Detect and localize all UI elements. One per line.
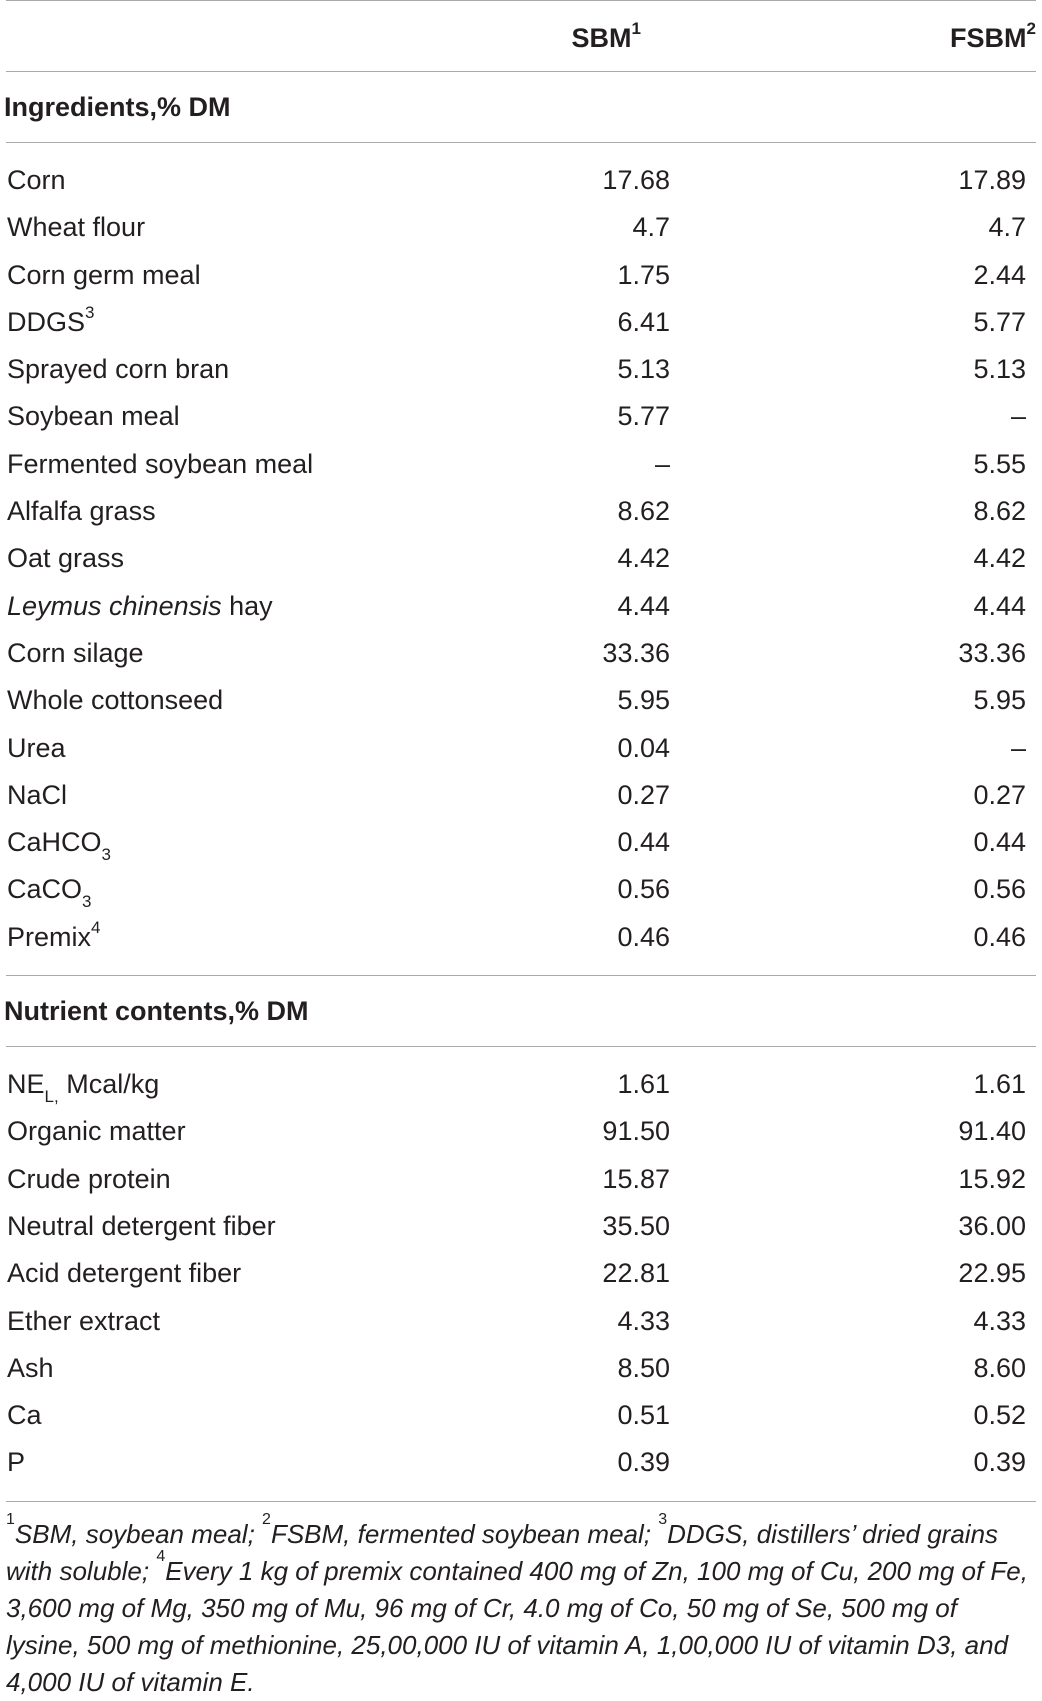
row-label: [7, 733, 66, 764]
row-value-sbm: 0.04: [617, 732, 670, 763]
row-value-sbm: 17.68: [602, 165, 670, 195]
row-label: [7, 401, 180, 432]
row-label: [7, 1306, 160, 1337]
row-value-sbm: 91.50: [602, 1116, 670, 1147]
row-label: [7, 496, 156, 527]
row-value-sbm: 0.39: [617, 1447, 670, 1478]
row-label-superscript: 3: [85, 302, 95, 322]
row-value-sbm: 0.51: [617, 1400, 670, 1431]
row-label: [7, 1116, 186, 1147]
table-row: [0, 536, 1036, 583]
row-value-sbm: 22.81: [602, 1258, 670, 1289]
row-label-text: Soybean meal: [7, 401, 180, 432]
table-row: [0, 1109, 1036, 1156]
row-value-fsbm: 91.40: [958, 1116, 1026, 1147]
row-label: [7, 1069, 160, 1107]
row-value-sbm: 15.87: [602, 1163, 670, 1194]
table-row: [0, 773, 1036, 820]
row-value-fsbm: 33.36: [958, 637, 1026, 668]
row-label-text: Wheat flour: [7, 212, 146, 243]
row-label-superscript: 4: [91, 917, 101, 937]
row-label-text: Ether extract: [7, 1305, 161, 1336]
row-label-subscript: L,: [44, 1087, 59, 1107]
row-value-fsbm: 0.27: [973, 779, 1026, 810]
row-label: [7, 302, 95, 338]
row-value-sbm: 1.75: [617, 259, 670, 290]
table-row: [0, 1062, 1036, 1109]
row-label-italic: Leymus chinensis: [7, 590, 222, 621]
row-label: [7, 917, 101, 953]
table-row: [0, 867, 1036, 914]
row-value-sbm: 0.56: [617, 874, 670, 905]
table-row: [0, 1251, 1036, 1298]
row-value-sbm: 8.50: [617, 1352, 670, 1383]
row-value-fsbm: 36.00: [958, 1210, 1026, 1241]
row-label: [7, 260, 201, 291]
row-label: [7, 685, 223, 716]
row-value-fsbm: 5.95: [973, 685, 1026, 716]
row-label-text: hay: [221, 590, 273, 621]
column-header-row: [0, 1, 1036, 71]
row-label-text: Whole cottonseed: [7, 685, 224, 716]
row-label-text: DDGS: [7, 306, 86, 337]
table-row: [0, 300, 1036, 347]
row-label-text: Sprayed corn bran: [7, 354, 230, 385]
row-value-fsbm: 4.42: [973, 543, 1026, 574]
row-value-fsbm: 0.46: [973, 921, 1026, 952]
column-header-fsbm: FSBM$^2$: [950, 19, 1036, 53]
row-value-sbm: 35.50: [602, 1210, 670, 1241]
row-value-sbm: 5.13: [617, 354, 670, 385]
table-row: [0, 1299, 1036, 1346]
row-label-text: Ca: [7, 1400, 42, 1431]
table-row: [0, 253, 1036, 300]
row-label: [7, 354, 229, 385]
nutrients-rows: [0, 1047, 1036, 1501]
row-value-fsbm: 5.77: [973, 306, 1026, 337]
row-value-fsbm: –: [1010, 401, 1026, 432]
row-value-sbm: 4.42: [617, 543, 670, 574]
table-footnote: $^1$SBM, soybean meal; $^2$FSBM, fermented soybean meal; $^3$DDGS, distillers’ dried grains with soluble; $^4$Every 1 kg of premix contained 400 mg of Zn, 100 mg of Cu, 200 mg of Fe, 3,600 mg of Mg, 350 mg of Mu, 96 mg of Cr, 4.0 mg of Co, 50 mg of Se, 500 mg of lysine, 500 mg of methionine, 25,00,000 IU of vitamin A, 1,00,000 IU of vitamin D3, and 4,000 IU of vitamin E.: [6, 1510, 1028, 1697]
row-label-text: Premix: [7, 921, 92, 952]
row-label-text: NaCl: [7, 779, 68, 810]
row-value-sbm: 4.44: [617, 590, 670, 621]
row-value-fsbm: 22.95: [958, 1258, 1026, 1289]
row-label: [7, 780, 67, 811]
row-value-fsbm: 1.61: [973, 1069, 1026, 1100]
row-label: [7, 1258, 241, 1289]
row-label: [7, 1164, 171, 1195]
row-label-text: Urea: [7, 732, 66, 763]
table-row: [0, 584, 1036, 631]
row-label-text: Corn silage: [7, 637, 144, 668]
table-row: [0, 394, 1036, 441]
row-value-sbm: 1.61: [617, 1069, 670, 1100]
row-label-text: Organic matter: [7, 1116, 186, 1147]
row-value-fsbm: 5.55: [973, 448, 1026, 479]
row-label: [7, 874, 92, 912]
section-ingredients: [0, 72, 1036, 142]
row-value-fsbm: 0.44: [973, 827, 1026, 858]
row-label: [7, 212, 145, 243]
row-value-sbm: 33.36: [602, 637, 670, 668]
row-label-suffix: Mcal/kg: [58, 1069, 160, 1100]
row-label: [7, 543, 124, 574]
row-label: [7, 638, 144, 669]
row-label-text: Fermented soybean meal: [7, 448, 314, 479]
row-label: [7, 449, 313, 480]
row-value-fsbm: 5.13: [973, 354, 1026, 385]
table-row: [0, 678, 1036, 725]
row-label-text: CaCO: [7, 874, 83, 905]
table-row: [0, 1157, 1036, 1204]
table-row: [0, 442, 1036, 489]
row-label-subscript: 3: [101, 845, 111, 865]
row-label-text: Neutral detergent fiber: [7, 1210, 276, 1241]
row-value-sbm: 0.27: [617, 779, 670, 810]
table-row: [0, 489, 1036, 536]
row-value-sbm: 6.41: [617, 306, 670, 337]
row-label: [7, 591, 273, 622]
row-label-text: Corn germ meal: [7, 259, 201, 290]
row-label-text: Acid detergent fiber: [7, 1258, 242, 1289]
row-value-sbm: 8.62: [617, 496, 670, 527]
row-value-fsbm: 2.44: [973, 259, 1026, 290]
row-label: [7, 1211, 276, 1242]
row-label-text: Crude protein: [7, 1163, 171, 1194]
table-row: [0, 205, 1036, 252]
row-value-fsbm: 4.44: [973, 590, 1026, 621]
ingredients-rows: [0, 143, 1036, 975]
row-value-fsbm: 0.52: [973, 1400, 1026, 1431]
row-label: [7, 827, 111, 865]
table-row: [0, 631, 1036, 678]
table-row: [0, 1393, 1036, 1440]
row-label-text: NE: [7, 1069, 45, 1100]
row-value-fsbm: 8.62: [973, 496, 1026, 527]
row-value-sbm: 0.44: [617, 827, 670, 858]
section-title-nutrients: Nutrient contents,% DM: [4, 996, 309, 1027]
row-value-sbm: –: [654, 448, 670, 479]
table-row: [0, 1204, 1036, 1251]
row-label-text: Ash: [7, 1352, 54, 1383]
row-label-text: Oat grass: [7, 543, 125, 574]
row-label-text: Corn: [7, 165, 66, 195]
row-value-fsbm: 4.7: [988, 212, 1026, 243]
row-value-fsbm: 8.60: [973, 1352, 1026, 1383]
section-nutrients: [0, 976, 1036, 1046]
row-label-text: P: [7, 1447, 26, 1478]
row-value-fsbm: 17.89: [958, 165, 1026, 195]
column-header-sbm: SBM$^1$: [571, 19, 641, 53]
row-value-sbm: 4.7: [632, 212, 670, 243]
table-row: [0, 1440, 1036, 1487]
table-row: [0, 820, 1036, 867]
table-row: [0, 726, 1036, 773]
row-label-text: CaHCO: [7, 827, 102, 858]
table-row: [0, 1346, 1036, 1393]
row-value-fsbm: –: [1010, 732, 1026, 763]
table-row: [0, 158, 1036, 205]
row-value-sbm: 4.33: [617, 1305, 670, 1336]
row-label-text: Alfalfa grass: [7, 496, 156, 527]
table-row: [0, 915, 1036, 962]
row-label-subscript: 3: [82, 892, 92, 912]
row-label: [7, 165, 66, 196]
row-value-sbm: 0.46: [617, 921, 670, 952]
table-row: [0, 347, 1036, 394]
row-value-fsbm: 4.33: [973, 1305, 1026, 1336]
section-title-ingredients: Ingredients,% DM: [4, 92, 231, 122]
row-value-fsbm: 0.39: [973, 1447, 1026, 1478]
row-value-sbm: 5.95: [617, 685, 670, 716]
row-value-sbm: 5.77: [617, 401, 670, 432]
row-label: [7, 1447, 25, 1478]
row-value-fsbm: 15.92: [958, 1163, 1026, 1194]
row-value-fsbm: 0.56: [973, 874, 1026, 905]
row-label: [7, 1353, 54, 1384]
row-label: [7, 1400, 42, 1431]
